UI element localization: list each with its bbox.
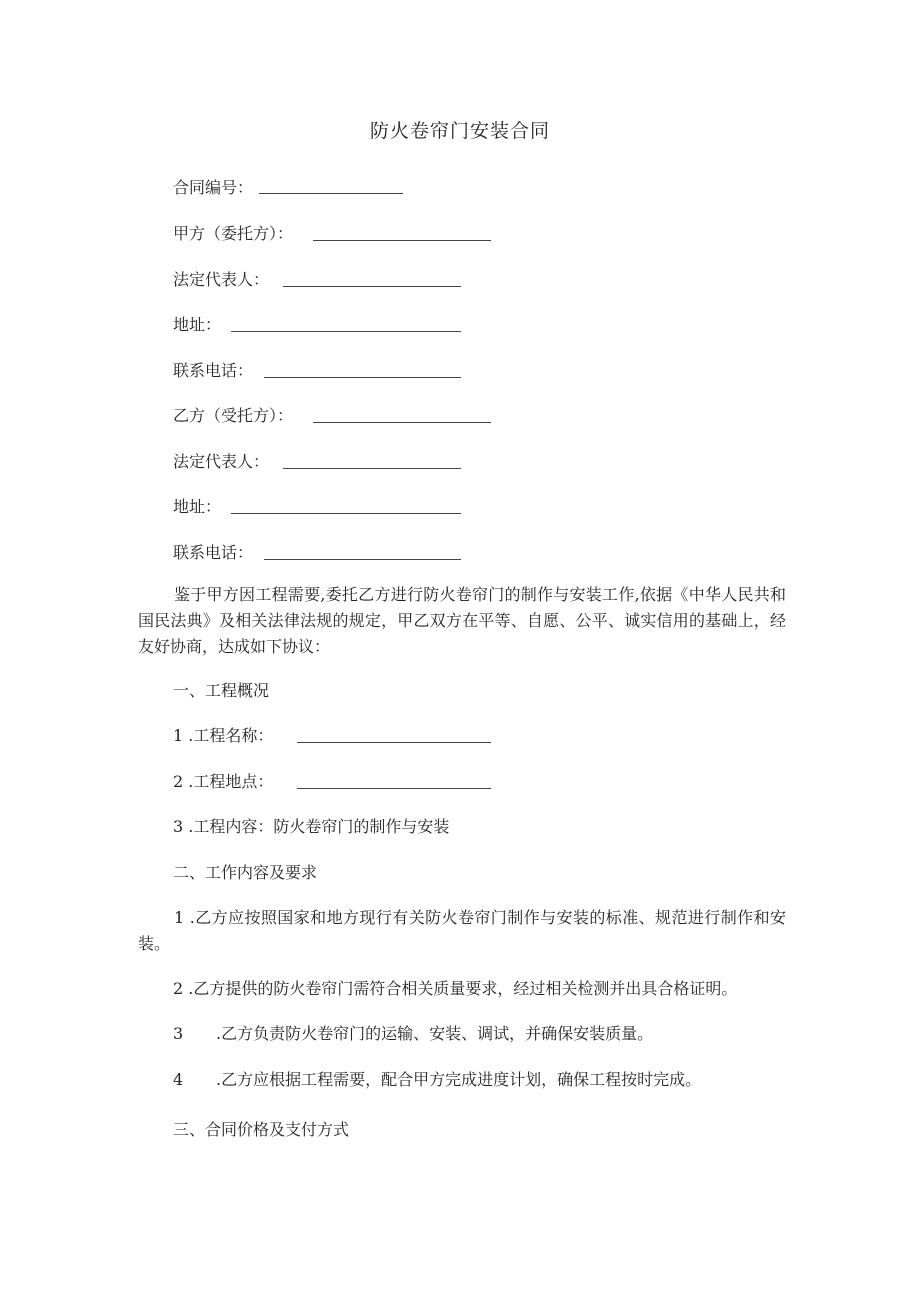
party-b-addr-label: 地址： [173,497,222,516]
section1-item1: 1 .工程名称： [173,726,274,745]
party-a-phone-label: 联系电话： [173,361,254,380]
section2-item2: 2 .乙方提供的防火卷帘门需符合相关质量要求，经过相关检测并出具合格证明。 [173,979,738,998]
party-b-rep-label: 法定代表人： [173,452,270,471]
party-b-addr-blank[interactable] [231,513,461,514]
party-b-blank[interactable] [313,422,491,423]
party-a-rep-label: 法定代表人： [173,270,270,289]
section2-item3-text: .乙方负责防火卷帘门的运输、安装、调试，并确保安装质量。 [216,1024,654,1043]
section2-item1: 1 .乙方应按照国家和地方现行有关防火卷帘门制作与安装的标准、规范进行制作和安装。 [138,908,786,953]
section2-item3-number: 3 [173,1024,184,1043]
party-b-label: 乙方（受托方）： [173,406,294,425]
section2-heading: 二、工作内容及要求 [173,863,318,882]
party-a-label: 甲方（委托方）： [173,224,294,243]
section2-item4-number: 4 [173,1070,184,1089]
party-b-phone-blank[interactable] [264,559,461,560]
party-a-blank[interactable] [313,240,491,241]
party-a-phone-blank[interactable] [264,377,461,378]
party-a-addr-label: 地址： [173,315,222,334]
section1-heading: 一、工程概况 [173,681,270,700]
contract-no-label: 合同编号： [173,178,254,197]
project-location-blank[interactable] [297,788,491,789]
party-a-addr-blank[interactable] [231,331,461,332]
party-a-rep-blank[interactable] [283,286,461,287]
section2-item4-text: .乙方应根据工程需要，配合甲方完成进度计划，确保工程按时完成。 [216,1070,702,1089]
contract-no-blank[interactable] [259,193,403,194]
party-b-phone-label: 联系电话： [173,543,254,562]
document-title: 防火卷帘门安装合同 [369,120,550,142]
project-name-blank[interactable] [297,742,491,743]
section1-item3: 3 .工程内容：防火卷帘门的制作与安装 [173,817,450,836]
preamble-paragraph: 鉴于甲方因工程需要,委托乙方进行防火卷帘门的制作与安装工作,依据《中华人民共和国民法典》及相关法律法规的规定，甲乙双方在平等、自愿、公平、诚实信用的基础上，经友好协商，达成如下协议： [138,585,786,656]
party-b-rep-blank[interactable] [283,468,461,469]
section3-heading: 三、合同价格及支付方式 [173,1120,350,1139]
section1-item2: 2 .工程地点： [173,772,274,791]
